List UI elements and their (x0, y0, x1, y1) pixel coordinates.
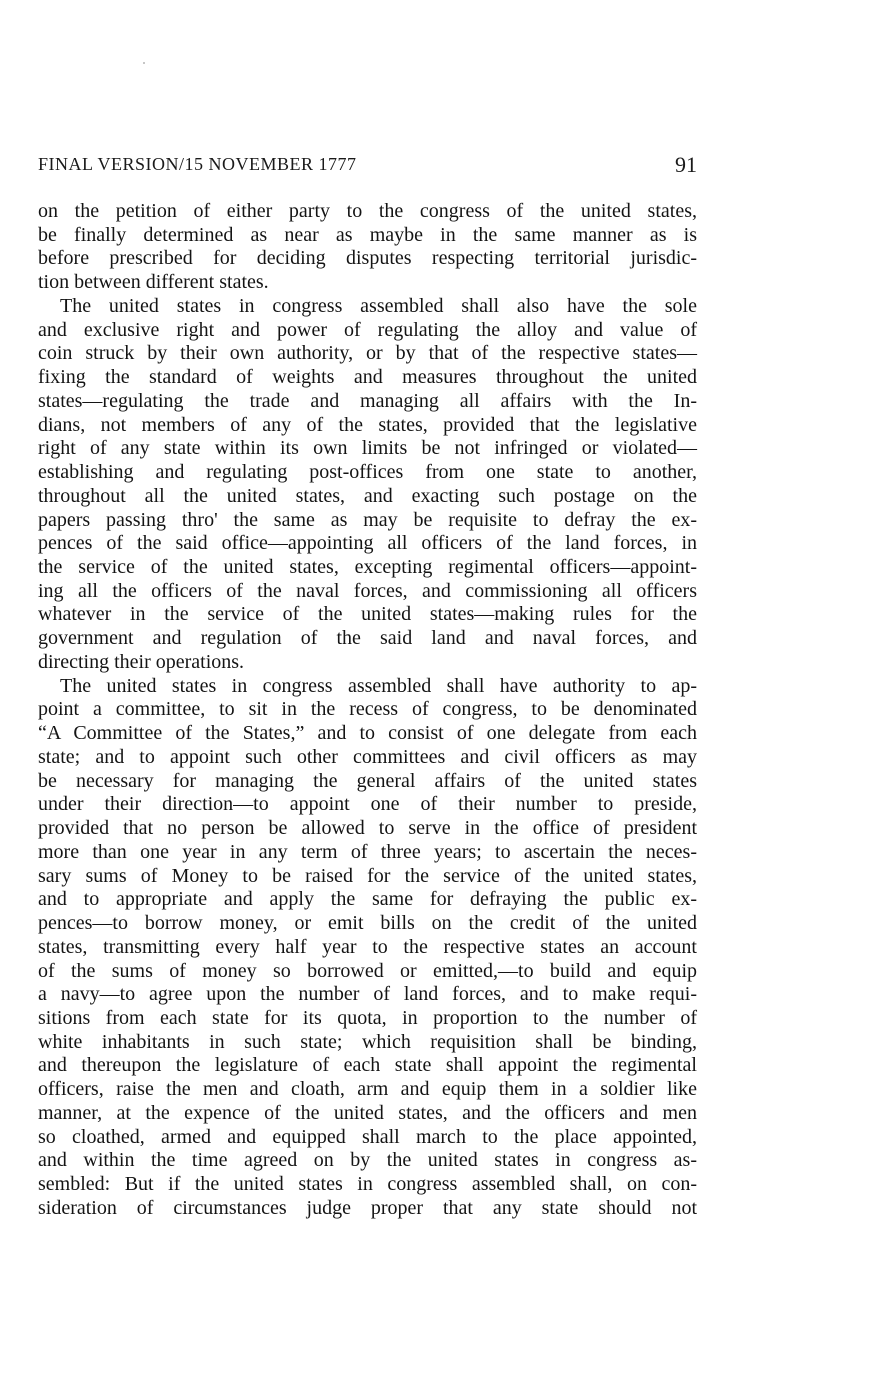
running-title: FINAL VERSION/15 NOVEMBER 1777 (38, 154, 357, 174)
text-line: more than one year in any term of three years; to ascertain the neces- (38, 840, 697, 863)
page-number: 91 (675, 152, 697, 177)
text-line: be finally determined as near as maybe in the same manner as is (38, 223, 697, 246)
text-line: pences—to borrow money, or emit bills on the credit of the united (38, 912, 697, 935)
text-line: dians, not members of any of the states, provided that the legislative (38, 413, 697, 436)
text-line: under their direction—to appoint one of their number to preside, (38, 793, 697, 816)
paragraph (38, 295, 697, 675)
text-line: and within the time agreed on by the united states in congress as- (38, 1149, 697, 1172)
text-line: provided that no person be allowed to serve in the office of president (38, 817, 697, 840)
text-line: point a committee, to sit in the recess of congress, to be denominated (38, 698, 697, 721)
text-line: sembled: But if the united states in congress assembled shall, on con- (38, 1173, 697, 1196)
text-line: pences of the said office—appointing all officers of the land forces, in (38, 532, 697, 555)
text-line: The united states in congress assembled shall have authority to ap- (60, 674, 697, 697)
text-line: manner, at the expence of the united states, and the officers and men (38, 1101, 697, 1124)
text-line: coin struck by their own authority, or by that of the respective states— (38, 342, 697, 365)
scan-speck (143, 62, 145, 64)
text-line: right of any state within its own limits be not infringed or violated— (38, 437, 697, 460)
paragraph (38, 200, 697, 295)
text-line: on the petition of either party to the congress of the united states, (38, 200, 697, 222)
text-line: throughout all the united states, and exacting such postage on the (38, 484, 697, 507)
text-line: state; and to appoint such other committees and civil officers as may (38, 745, 697, 768)
text-line: and thereupon the legislature of each state shall appoint the regimental (38, 1054, 697, 1077)
text-line: sary sums of Money to be raised for the service of the united states, (38, 864, 697, 887)
text-line: be necessary for managing the general affairs of the united states (38, 769, 697, 792)
text-line: The united states in congress assembled shall also have the sole (60, 294, 697, 317)
text-line: of the sums of money so borrowed or emitted,—to build and equip (38, 959, 697, 982)
text-line: fixing the standard of weights and measures throughout the united (38, 366, 697, 389)
text-line: papers passing thro' the same as may be requisite to defray the ex- (38, 508, 697, 531)
text-line: officers, raise the men and cloath, arm and equip them in a soldier like (38, 1078, 697, 1101)
text-line: sitions from each state for its quota, in proportion to the number of (38, 1006, 697, 1029)
text-line: government and regulation of the said land and naval forces, and (38, 627, 697, 650)
text-line: states, transmitting every half year to the respective states an account (38, 935, 697, 958)
text-line: and to appropriate and apply the same for defraying the public ex- (38, 888, 697, 911)
text-line: ing all the officers of the naval forces, and commissioning all officers (38, 579, 697, 602)
text-line: whatever in the service of the united states—making rules for the (38, 603, 697, 626)
text-line: tion between different states. (38, 271, 269, 294)
text-line: “A Committee of the States,” and to consist of one delegate from each (38, 722, 697, 745)
text-line: white inhabitants in such state; which requisition shall be binding, (38, 1030, 697, 1053)
text-line: the service of the united states, excepting regimental officers—appoint- (38, 556, 697, 579)
text-line: directing their operations. (38, 650, 245, 673)
paragraph (38, 675, 697, 1221)
text-line: before prescribed for deciding disputes respecting territorial jurisdic- (38, 247, 697, 270)
running-head (38, 154, 697, 182)
text-line: establishing and regulating post-offices from one state to another, (38, 461, 697, 484)
text-line: a navy—to agree upon the number of land forces, and to make requi- (38, 983, 697, 1006)
text-line: and exclusive right and power of regulating the alloy and value of (38, 318, 697, 341)
text-line: states—regulating the trade and managing all affairs with the In- (38, 389, 697, 412)
text-line: so cloathed, armed and equipped shall march to the place appointed, (38, 1125, 697, 1148)
body-text (38, 200, 697, 1221)
text-line: sideration of circumstances judge proper that any state should not (38, 1196, 697, 1219)
